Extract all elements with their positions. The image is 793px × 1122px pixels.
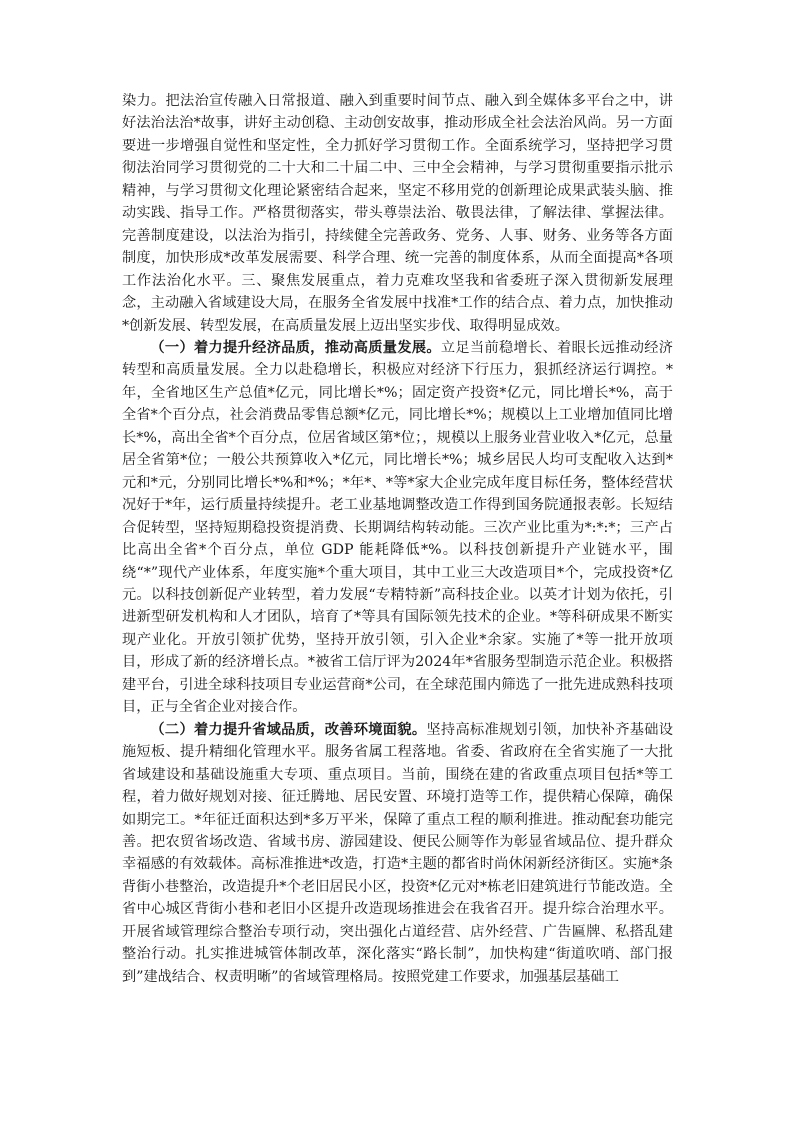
paragraph-text: 染力。把法治宣传融入日常报道、融入到重要时间节点、融入到全媒体多平台之中，讲好法治法治*故事，讲好主动创稳、主动创安故事，推动形成全社会法治风尚。另一方面要进一步增强自觉性和坚定性，全力抓好学习贯彻工作。全面系统学习，坚持把学习贯彻法治同学习贯彻党的二十大和二十届二中、三中全会精神，与学习贯彻重要指示批示精神，与学习贯彻文化理论紧密结合起来，坚定不移用党的创新理论成果武装头脑、推动实践、指导工作。严格贯彻落实，带头尊崇法治、敬畏法律，了解法律、掌握法律。完善制度建设，以法治为指引，持续健全完善政务、党务、人事、财务、业务等各方面制度，加快形成*改革发展需要、科学合理、统一完善的制度体系，从而全面提高*各项工作法治化水平。三、聚焦发展重点，着力克难攻坚我和省委班子深入贯彻新发展理念，主动融入省域建设大局，在服务全省发展中找准*工作的结合点、着力点，加快推动*创新发展、转型发展，在高质量发展上迈出坚实步伐、取得明显成效。	[122, 93, 673, 334]
section-heading: （二）着力提升省域品质，改善环境面貌。	[150, 721, 427, 738]
paragraph-intro	[122, 90, 673, 337]
paragraph-text: 坚持高标准规划引领，加快补齐基础设施短板、提升精细化管理水平。服务省属工程落地。省委、省政府在全省实施了一大批省域建设和基础设施重大专项、重点项目。当前，围绕在建的省政重点项目包括*等工程，着力做好规划对接、征迁腾地、居民安置、环境打造等工作，提供精心保障，确保如期完工。*年征迁面积达到*多万平米，保障了重点工程的顺利推进。推动配套功能完善。把农贸省场改造、省域书房、游园建设、便民公厕等作为彰显省域品位、提升群众幸福感的有效载体。高标准推进*改造，打造*主题的都省时尚休闲新经济街区。实施*条背街小巷整治，改造提升*个老旧居民小区，投资*亿元对*栋老旧建筑进行节能改造。全省中心城区背街小巷和老旧小区提升改造现场推进会在我省召开。提升综合治理水平。开展省域管理综合整治专项行动，突出强化占道经营、店外经营、广告匾牌、私搭乱建整治行动。扎实推进城管体制改革，深化落实“路长制”，加快构建“街道吹哨、部门报到”建战结合、权责明晰”的省域管理格局。按照党建工作要求，加强基层基础工	[122, 721, 673, 985]
section-heading: （一）着力提升经济品质，推动高质量发展。	[150, 339, 441, 356]
paragraph-text: 立足当前稳增长、着眼长远推动经济转型和高质量发展。全力以赴稳增长，积极应对经济下行压力，狠抓经济运行调控。*年，全省地区生产总值*亿元，同比增长*%；固定资产投资*亿元，同比增长*%，高于全省*个百分点，社会消费品零售总额*亿元，同比增长*%；规模以上工业增加值同比增长*%，高出全省*个百分点，位居省域区第*位；，规模以上服务业营业收入*亿元，总量居全省第*位；一般公共预算收入*亿元，同比增长*%；城乡居民人均可支配收入达到*元和*元，分别同比增长*%和*%；*年*、*等*家大企业完成年度目标任务，整体经营状况好于*年，运行质量持续提升。老工业基地调整改造工作得到国务院通报表彰。长短结合促转型，坚持短期稳投资提消费、长期调结构转动能。三次产业比重为*:*:*；三产占比高出全省*个百分点，单位 GDP 能耗降低*%。以科技创新提升产业链水平，围绕“*”现代产业体系，年度实施*个重大项目，其中工业三大改造项目*个，完成投资*亿元。以科技创新促产业转型，着力发展“专精特新”高科技企业。以英才计划为依托，引进新型研发机构和人才团队，培育了*等具有国际领先技术的企业。*等科研成果不断实现产业化。开放引领扩优势，坚持开放引领，引入企业*余家。实施了*等一批开放项目，形成了新的经济增长点。*被省工信厅评为2024年*省服务型制造示范企业。积极搭建平台，引进全球科技项目专业运营商*公司，在全球范围内筛选了一批先进成熟科技项目，正与全省企业对接合作。	[122, 339, 673, 716]
document-body	[122, 90, 673, 988]
paragraph-environment	[122, 719, 673, 988]
paragraph-economy	[122, 337, 673, 719]
